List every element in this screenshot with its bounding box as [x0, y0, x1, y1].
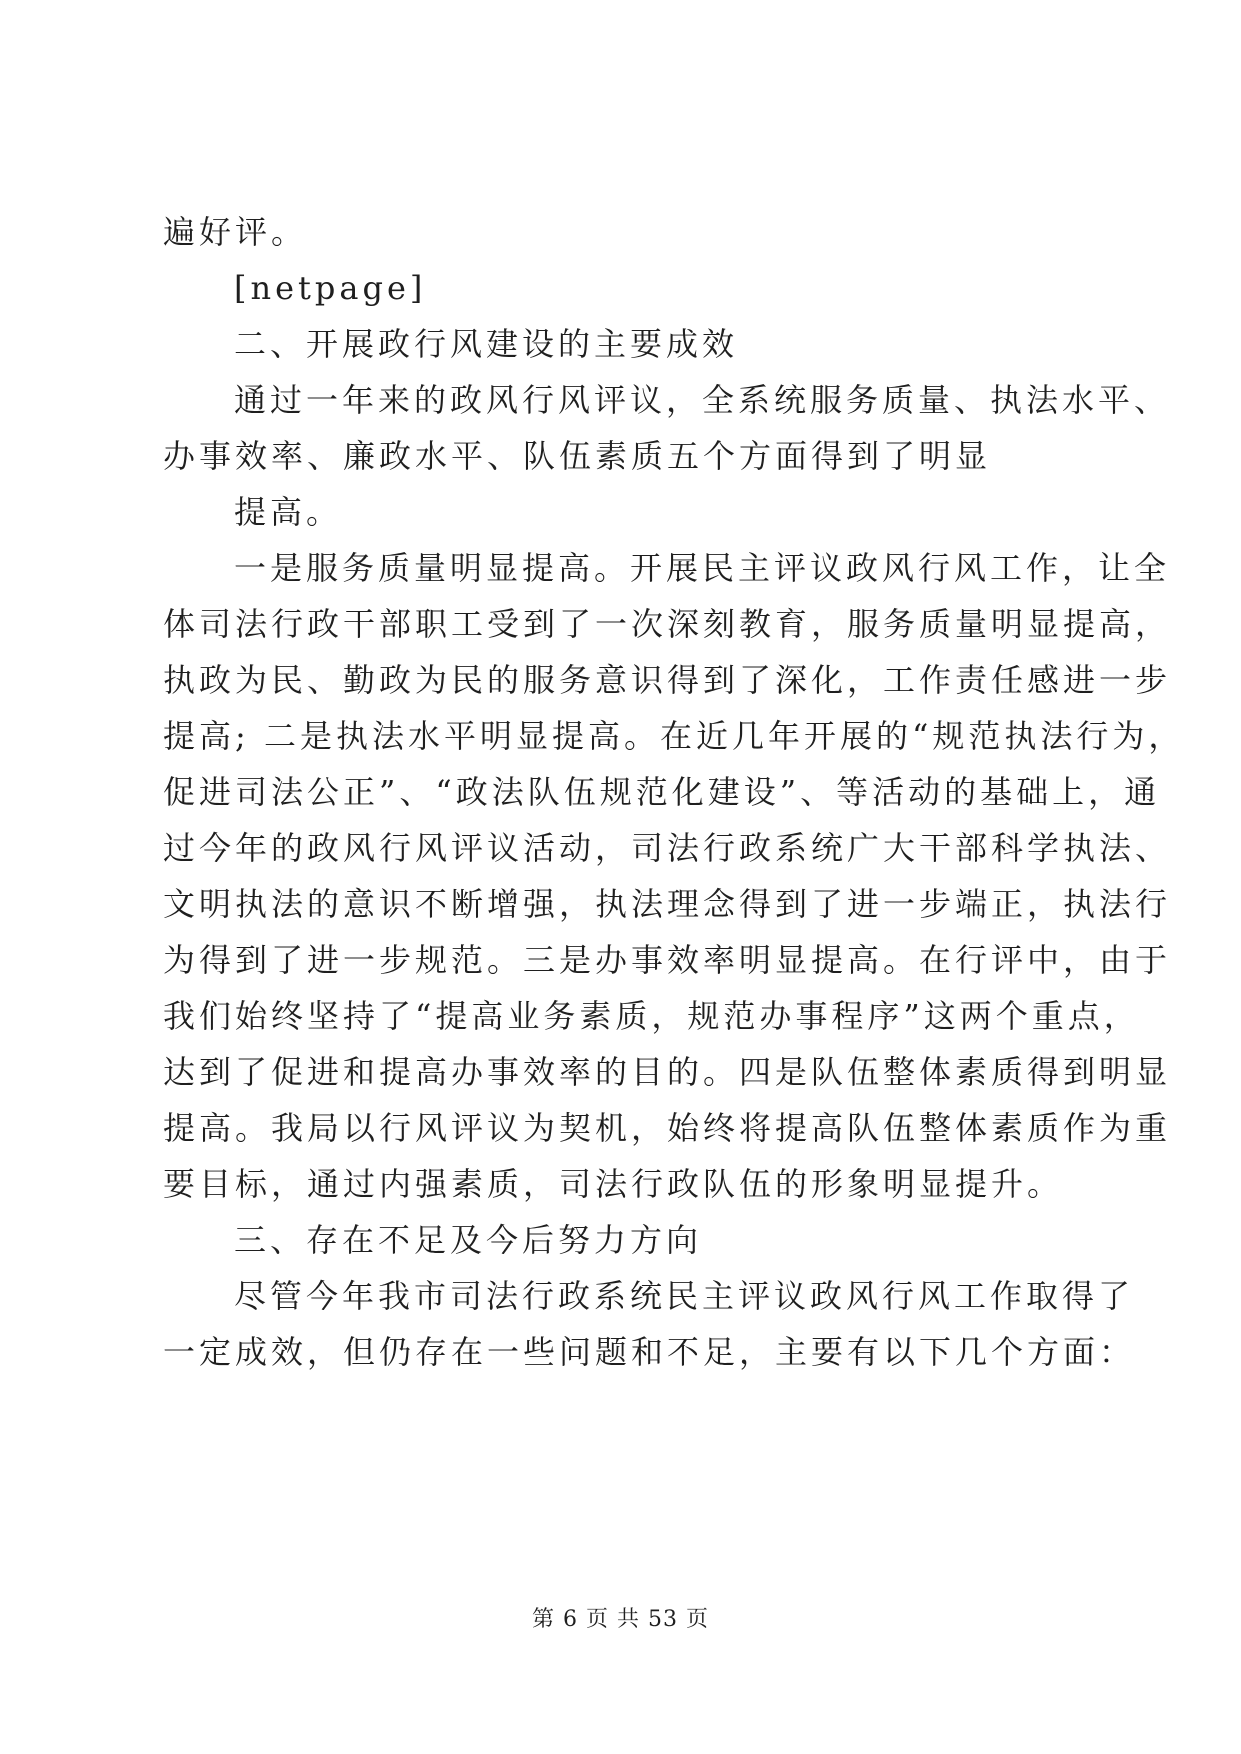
body-line: 一定成效，但仍存在一些问题和不足，主要有以下几个方面： [163, 1333, 1136, 1371]
body-line: [netpage] [234, 269, 427, 307]
body-line: 提高。 [234, 493, 343, 531]
page-number-footer: 第 6 页 共 53 页 [532, 1607, 709, 1632]
section-heading: 三、存在不足及今后努力方向 [234, 1221, 703, 1259]
body-line: 文明执法的意识不断增强，执法理念得到了进一步端正，执法行 [163, 885, 1172, 923]
body-line: 我们始终坚持了“提高业务素质，规范办事程序”这两个重点， [163, 997, 1140, 1035]
section-heading: 二、开展政行风建设的主要成效 [234, 325, 739, 363]
body-line: 遍好评。 [163, 213, 308, 251]
body-line: 提高; 二是执法水平明显提高。在近几年开展的“规范执法行为， [163, 717, 1185, 755]
body-line: 要目标，通过内强素质，司法行政队伍的形象明显提升。 [163, 1165, 1064, 1203]
body-line: 过今年的政风行风评议活动，司法行政系统广大干部科学执法、 [163, 829, 1172, 867]
body-line: 尽管今年我市司法行政系统民主评议政风行风工作取得了 [234, 1277, 1135, 1315]
body-line: 促进司法公正”、“政法队伍规范化建设”、等活动的基础上，通 [163, 773, 1161, 811]
body-line: 达到了促进和提高办事效率的目的。四是队伍整体素质得到明显 [163, 1053, 1172, 1091]
body-line: 通过一年来的政风行风评议，全系统服务质量、执法水平、 [234, 381, 1171, 419]
body-line: 提高。我局以行风评议为契机，始终将提高队伍整体素质作为重 [163, 1109, 1172, 1147]
body-line: 执政为民、勤政为民的服务意识得到了深化，工作责任感进一步 [163, 661, 1172, 699]
body-line: 一是服务质量明显提高。开展民主评议政风行风工作，让全 [234, 549, 1171, 587]
body-line: 为得到了进一步规范。三是办事效率明显提高。在行评中，由于 [163, 941, 1172, 979]
body-line: 体司法行政干部职工受到了一次深刻教育，服务质量明显提高， [163, 605, 1172, 643]
body-line: 办事效率、廉政水平、队伍素质五个方面得到了明显 [163, 437, 992, 475]
